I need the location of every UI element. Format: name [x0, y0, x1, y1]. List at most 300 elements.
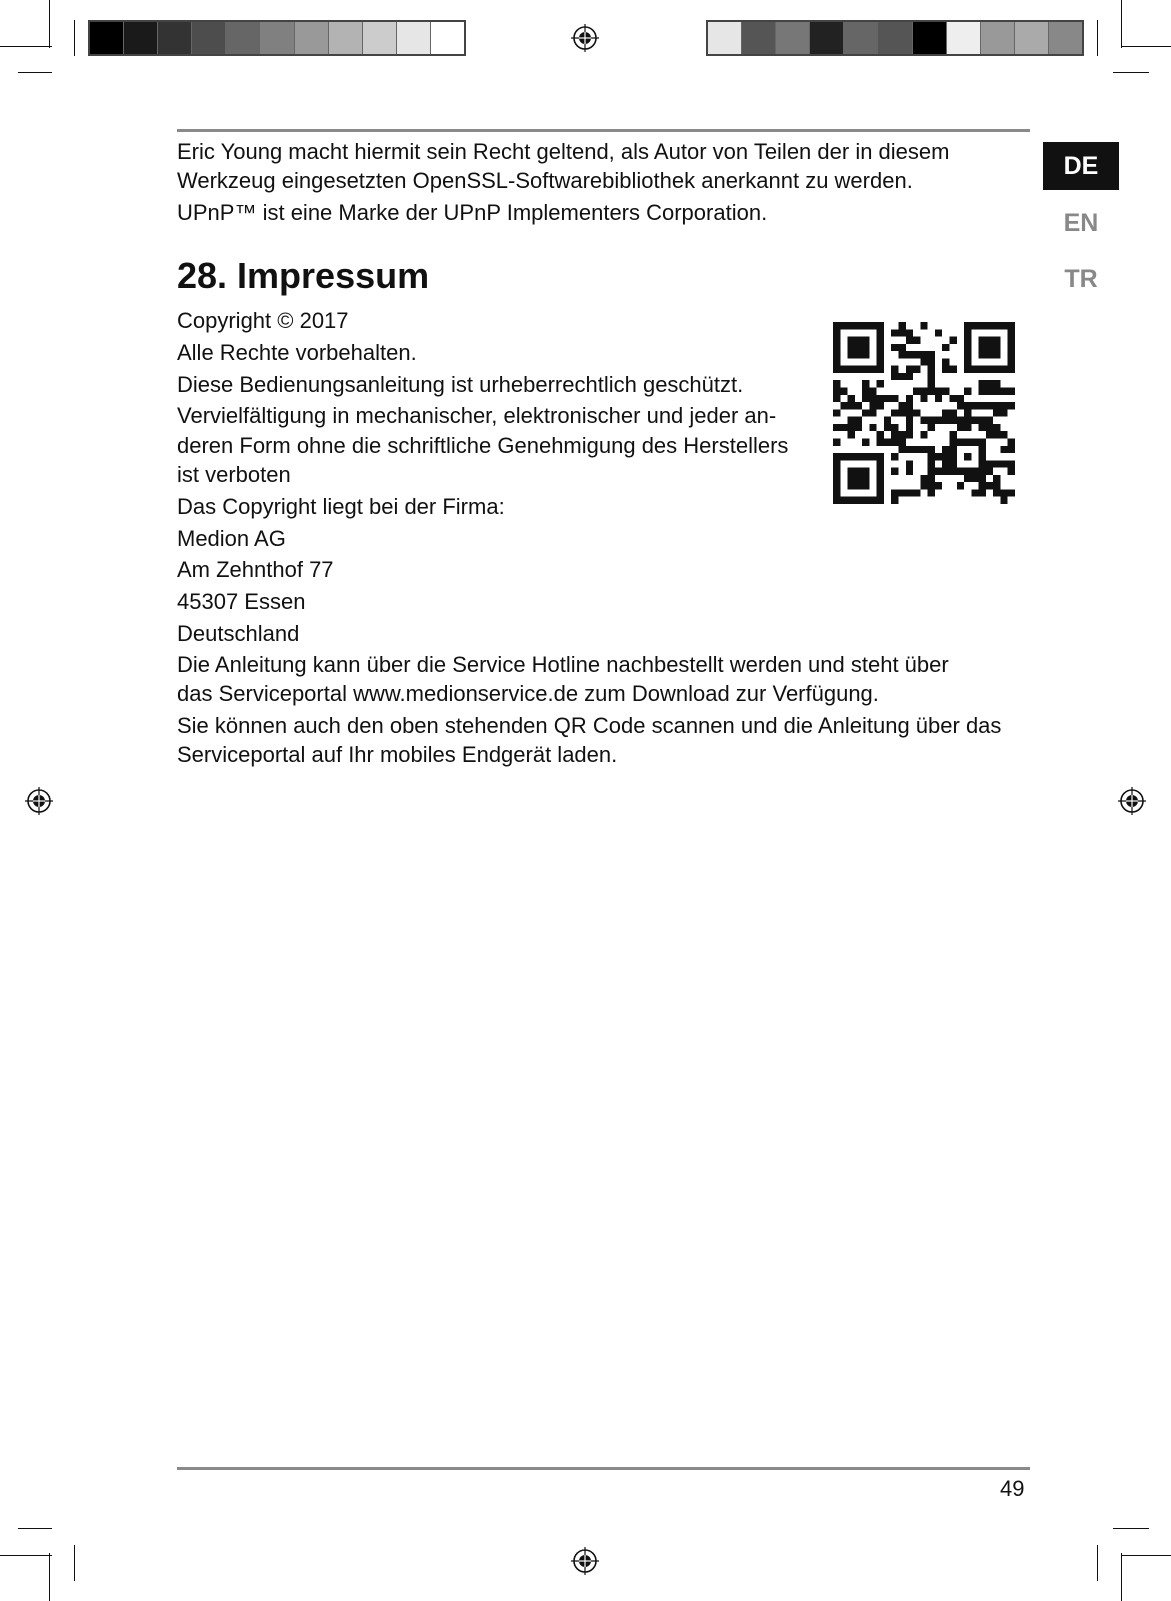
qr-module [1008, 329, 1015, 336]
qr-module [942, 366, 949, 373]
qr-module [964, 344, 971, 351]
body-line: Am Zehnthof 77 [177, 557, 334, 582]
qr-module [877, 453, 884, 460]
qr-module [979, 351, 986, 358]
qr-module [848, 417, 855, 424]
qr-module [964, 329, 971, 336]
registration-mark-icon [1118, 787, 1146, 815]
qr-module [986, 344, 993, 351]
qr-module [1008, 402, 1015, 409]
qr-module [986, 431, 993, 438]
qr-module [1000, 388, 1007, 395]
qr-module [899, 329, 906, 336]
qr-module [869, 395, 876, 402]
qr-module [855, 453, 862, 460]
qr-module [906, 417, 913, 424]
qr-module [840, 453, 847, 460]
qr-module [1000, 497, 1007, 504]
qr-module [840, 497, 847, 504]
qr-module [891, 409, 898, 416]
qr-module [833, 468, 840, 475]
qr-module [971, 402, 978, 409]
qr-module [833, 380, 840, 387]
qr-module [855, 402, 862, 409]
qr-module [964, 366, 971, 373]
qr-module [986, 366, 993, 373]
qr-module [877, 431, 884, 438]
qr-module [899, 489, 906, 496]
qr-module [848, 322, 855, 329]
qr-module [869, 453, 876, 460]
qr-module [993, 482, 1000, 489]
qr-module [855, 351, 862, 358]
crop-mark [0, 1555, 52, 1556]
crop-mark [74, 1545, 75, 1581]
qr-module [993, 380, 1000, 387]
qr-module [899, 373, 906, 380]
qr-module [906, 489, 913, 496]
qr-module [862, 475, 869, 482]
language-tab-en[interactable]: EN [1063, 209, 1099, 237]
qr-module [964, 388, 971, 395]
qr-module [869, 322, 876, 329]
qr-module [949, 431, 956, 438]
qr-module [949, 409, 956, 416]
qr-module [891, 438, 898, 445]
qr-module [862, 409, 869, 416]
qr-module [848, 453, 855, 460]
qr-module [979, 475, 986, 482]
language-tab-tr[interactable]: TR [1064, 265, 1098, 293]
qr-module [979, 446, 986, 453]
qr-module [906, 373, 913, 380]
qr-module [848, 344, 855, 351]
qr-module [877, 460, 884, 467]
qr-module [833, 337, 840, 344]
qr-module [1008, 337, 1015, 344]
qr-module [920, 446, 927, 453]
registration-mark-icon [571, 24, 599, 52]
qr-module [986, 482, 993, 489]
qr-module [877, 329, 884, 336]
qr-module [899, 322, 906, 329]
qr-module [949, 446, 956, 453]
qr-module [891, 344, 898, 351]
color-calibration-strip-left [88, 20, 466, 56]
qr-module [848, 395, 855, 402]
qr-module [928, 468, 935, 475]
qr-module [833, 388, 840, 395]
qr-module [957, 417, 964, 424]
qr-module [833, 497, 840, 504]
qr-module [848, 337, 855, 344]
qr-module [986, 460, 993, 467]
qr-module [906, 395, 913, 402]
qr-module [891, 468, 898, 475]
qr-module [862, 380, 869, 387]
qr-module [949, 453, 956, 460]
qr-module [913, 446, 920, 453]
qr-module [833, 424, 840, 431]
qr-module [957, 395, 964, 402]
qr-module [848, 497, 855, 504]
qr-module [855, 482, 862, 489]
qr-module [1000, 431, 1007, 438]
crop-mark [1097, 20, 1098, 56]
qr-module [855, 322, 862, 329]
qr-module [942, 460, 949, 467]
qr-module [964, 468, 971, 475]
qr-module [913, 366, 920, 373]
qr-module [993, 388, 1000, 395]
crop-mark [18, 1528, 52, 1529]
qr-module [906, 446, 913, 453]
qr-module [949, 417, 956, 424]
qr-module [891, 453, 898, 460]
qr-module [848, 482, 855, 489]
qr-module [971, 438, 978, 445]
qr-module [855, 497, 862, 504]
crop-mark [1097, 1545, 1098, 1581]
crop-mark [1113, 72, 1149, 73]
qr-module [891, 489, 898, 496]
qr-module [833, 344, 840, 351]
crop-mark [0, 46, 52, 47]
qr-module [833, 322, 840, 329]
qr-module [877, 366, 884, 373]
qr-module [949, 337, 956, 344]
qr-module [869, 497, 876, 504]
crop-mark [49, 0, 50, 48]
qr-module [928, 366, 935, 373]
qr-module [949, 395, 956, 402]
qr-module [964, 475, 971, 482]
qr-module [862, 366, 869, 373]
qr-module [877, 380, 884, 387]
qr-module [906, 366, 913, 373]
qr-module [899, 351, 906, 358]
qr-module [913, 489, 920, 496]
qr-module [979, 380, 986, 387]
crop-mark [1121, 1555, 1171, 1556]
qr-module [906, 351, 913, 358]
qr-module [913, 388, 920, 395]
qr-module [891, 373, 898, 380]
qr-module [1008, 460, 1015, 467]
body-line: Alle Rechte vorbehalten. [177, 340, 417, 365]
qr-module [986, 322, 993, 329]
body-line: das Serviceportal www.medionservice.de zum Download zur Verfügung. [177, 681, 879, 706]
qr-module [993, 489, 1000, 496]
qr-module [862, 482, 869, 489]
qr-module [884, 424, 891, 431]
qr-module [877, 489, 884, 496]
qr-module [986, 468, 993, 475]
qr-module [928, 351, 935, 358]
qr-module [971, 489, 978, 496]
qr-module [964, 424, 971, 431]
qr-module [993, 337, 1000, 344]
qr-module [855, 468, 862, 475]
qr-module [1000, 409, 1007, 416]
qr-module [833, 489, 840, 496]
body-line: deren Form ohne die schriftliche Genehmigung des Herstellers [177, 433, 789, 458]
qr-module [1008, 489, 1015, 496]
qr-module [1008, 388, 1015, 395]
qr-module [993, 475, 1000, 482]
qr-module [920, 358, 927, 365]
qr-module [957, 468, 964, 475]
qr-module [899, 409, 906, 416]
qr-module [884, 395, 891, 402]
qr-code-icon[interactable] [833, 322, 1015, 504]
qr-module [833, 358, 840, 365]
crop-mark [74, 20, 75, 56]
qr-module [899, 402, 906, 409]
qr-module [877, 497, 884, 504]
qr-module [993, 460, 1000, 467]
qr-module [862, 388, 869, 395]
body-line: ist verboten [177, 462, 291, 487]
qr-module [877, 468, 884, 475]
qr-module [949, 438, 956, 445]
qr-module [848, 468, 855, 475]
qr-module [840, 388, 847, 395]
qr-module [993, 431, 1000, 438]
qr-module [1008, 344, 1015, 351]
qr-module [949, 366, 956, 373]
registration-mark-icon [25, 787, 53, 815]
qr-module [986, 417, 993, 424]
qr-module [848, 402, 855, 409]
qr-module [862, 395, 869, 402]
qr-module [993, 344, 1000, 351]
qr-module [964, 337, 971, 344]
qr-module [833, 453, 840, 460]
qr-module [979, 388, 986, 395]
qr-module [935, 388, 942, 395]
body-line: Vervielfältigung in mechanischer, elektronischer und jeder an- [177, 403, 777, 428]
intro-line: Eric Young macht hiermit sein Recht geltend, als Autor von Teilen der in diesem [177, 139, 950, 164]
qr-module [913, 409, 920, 416]
qr-module [884, 417, 891, 424]
qr-module [964, 453, 971, 460]
qr-module [928, 424, 935, 431]
qr-module [848, 424, 855, 431]
crop-mark [49, 1553, 50, 1601]
qr-module [928, 380, 935, 387]
qr-module [1000, 489, 1007, 496]
qr-module [891, 424, 898, 431]
qr-module [862, 438, 869, 445]
qr-module [986, 351, 993, 358]
qr-module [942, 468, 949, 475]
qr-module [920, 475, 927, 482]
qr-module [862, 468, 869, 475]
body-line: Medion AG [177, 526, 286, 551]
qr-module [928, 453, 935, 460]
qr-module [920, 351, 927, 358]
qr-module [928, 417, 935, 424]
page-number: 49 [1000, 1476, 1025, 1501]
qr-module [833, 482, 840, 489]
qr-module [964, 322, 971, 329]
qr-module [833, 438, 840, 445]
qr-module [986, 380, 993, 387]
qr-module [964, 438, 971, 445]
qr-module [877, 344, 884, 351]
qr-module [899, 446, 906, 453]
qr-module [935, 417, 942, 424]
qr-module [920, 322, 927, 329]
qr-module [1008, 351, 1015, 358]
qr-module [993, 322, 1000, 329]
qr-module [928, 373, 935, 380]
qr-module [971, 475, 978, 482]
qr-module [899, 438, 906, 445]
qr-module [942, 453, 949, 460]
qr-module [920, 482, 927, 489]
qr-module [979, 424, 986, 431]
qr-module [928, 460, 935, 467]
qr-module [869, 409, 876, 416]
qr-module [877, 358, 884, 365]
qr-module [840, 402, 847, 409]
qr-module [862, 322, 869, 329]
qr-module [971, 322, 978, 329]
body-line: Deutschland [177, 621, 300, 646]
qr-module [906, 402, 913, 409]
qr-module [979, 337, 986, 344]
qr-module [920, 388, 927, 395]
qr-module [855, 366, 862, 373]
qr-module [862, 351, 869, 358]
qr-module [964, 417, 971, 424]
qr-module [1000, 322, 1007, 329]
qr-module [1008, 468, 1015, 475]
qr-module [971, 366, 978, 373]
registration-mark-icon [571, 1547, 599, 1575]
crop-mark [1121, 46, 1171, 47]
qr-module [869, 402, 876, 409]
qr-module [979, 344, 986, 351]
qr-module [913, 351, 920, 358]
qr-module [877, 402, 884, 409]
qr-module [833, 329, 840, 336]
qr-module [979, 322, 986, 329]
qr-module [855, 424, 862, 431]
qr-module [877, 351, 884, 358]
qr-module [1000, 366, 1007, 373]
qr-module [833, 460, 840, 467]
qr-module [935, 329, 942, 336]
qr-module [906, 431, 913, 438]
qr-module [986, 424, 993, 431]
language-tab-de[interactable]: DE [1043, 142, 1119, 190]
qr-module [979, 402, 986, 409]
qr-module [928, 475, 935, 482]
qr-module [877, 438, 884, 445]
qr-module [957, 402, 964, 409]
qr-module [979, 438, 986, 445]
qr-module [1008, 438, 1015, 445]
qr-module [993, 402, 1000, 409]
body-line: 45307 Essen [177, 589, 306, 614]
qr-module [891, 395, 898, 402]
qr-module [928, 388, 935, 395]
body-line: Sie können auch den oben stehenden QR Code scannen und die Anleitung über das [177, 713, 1002, 738]
qr-module [848, 431, 855, 438]
qr-module [971, 468, 978, 475]
qr-module [899, 431, 906, 438]
intro-line: UPnP™ ist eine Marke der UPnP Implementers Corporation. [177, 200, 768, 225]
color-calibration-strip-right [706, 20, 1084, 56]
qr-module [840, 322, 847, 329]
qr-module [913, 337, 920, 344]
qr-module [891, 366, 898, 373]
qr-module [979, 453, 986, 460]
qr-module [928, 489, 935, 496]
qr-module [877, 475, 884, 482]
qr-module [884, 438, 891, 445]
qr-module [993, 409, 1000, 416]
qr-module [920, 431, 927, 438]
bottom-rule [177, 1467, 1030, 1470]
qr-module [957, 482, 964, 489]
qr-module [964, 402, 971, 409]
qr-module [855, 337, 862, 344]
qr-module [935, 468, 942, 475]
qr-module [986, 388, 993, 395]
crop-mark [18, 72, 52, 73]
qr-module [877, 482, 884, 489]
qr-module [877, 337, 884, 344]
qr-module [979, 460, 986, 467]
qr-module [993, 366, 1000, 373]
qr-module [942, 358, 949, 365]
body-line: Das Copyright liegt bei der Firma: [177, 494, 505, 519]
qr-module [906, 409, 913, 416]
qr-module [1008, 322, 1015, 329]
body-line: Die Anleitung kann über die Service Hotline nachbestellt werden und steht über [177, 652, 949, 677]
qr-module [957, 438, 964, 445]
qr-module [935, 453, 942, 460]
body-line: Diese Bedienungsanleitung ist urheberrechtlich geschützt. [177, 372, 744, 397]
qr-module [840, 366, 847, 373]
qr-module [833, 475, 840, 482]
qr-module [891, 329, 898, 336]
qr-module [862, 453, 869, 460]
qr-module [855, 344, 862, 351]
qr-module [1000, 402, 1007, 409]
qr-module [869, 388, 876, 395]
qr-module [906, 329, 913, 336]
qr-module [920, 395, 927, 402]
qr-module [862, 337, 869, 344]
qr-module [891, 497, 898, 504]
qr-module [855, 475, 862, 482]
qr-module [862, 497, 869, 504]
qr-module [979, 366, 986, 373]
body-line: Serviceportal auf Ihr mobiles Endgerät laden. [177, 742, 618, 767]
qr-module [964, 358, 971, 365]
qr-module [957, 424, 964, 431]
section-heading: 28. Impressum [177, 255, 430, 296]
qr-module [942, 446, 949, 453]
qr-module [833, 366, 840, 373]
qr-module [979, 417, 986, 424]
qr-module [993, 424, 1000, 431]
